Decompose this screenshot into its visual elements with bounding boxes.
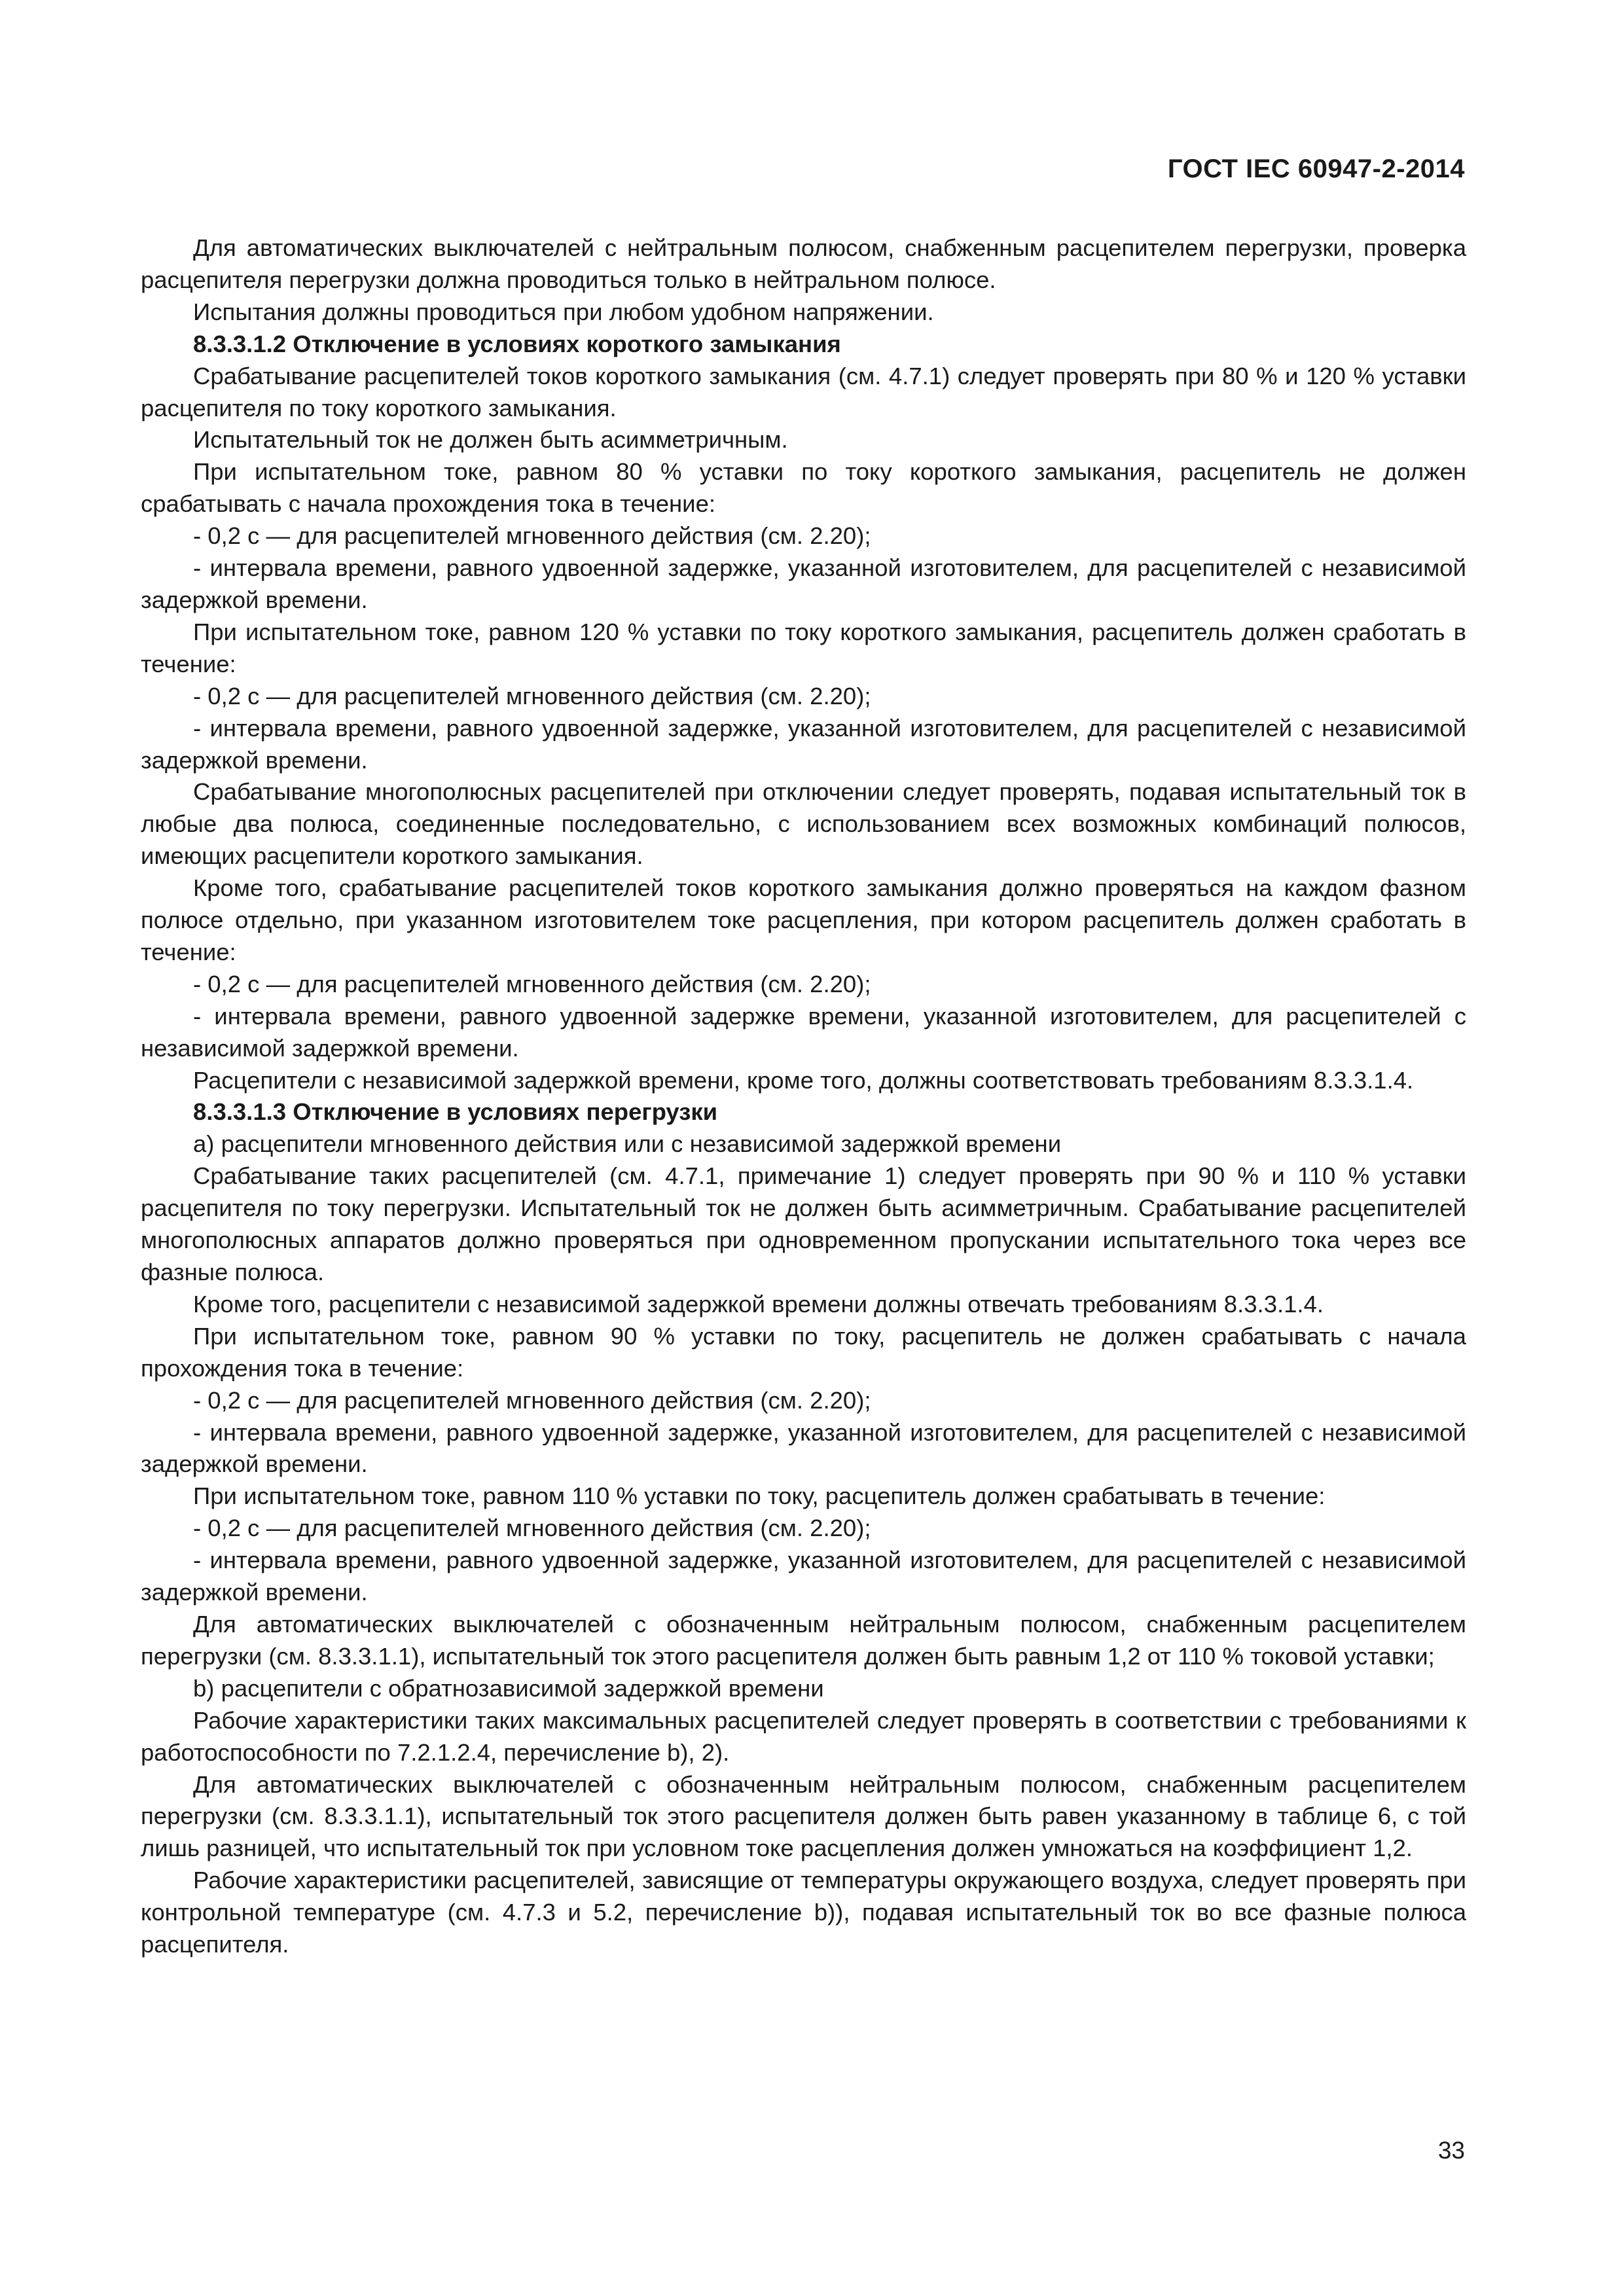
body-paragraph: Срабатывание расцепителей токов короткого замыкания (см. 4.7.1) следует проверять при 80 % и 120 % уставки расцепителя по току короткого замыкания. xyxy=(141,362,1466,422)
document-id-header: ГОСТ IEC 60947-2-2014 xyxy=(1167,154,1465,183)
body-paragraph: Испытательный ток не должен быть асимметричным. xyxy=(193,426,788,454)
body-paragraph: Для автоматических выключателей с обозначенным нейтральным полюсом, снабженным расцепителем перегрузки (см. 8.3.3.1.1), испытательный ток этого расцепителя должен быть равным 1,2 от 110 % токовой уставки; xyxy=(141,1610,1466,1670)
body-paragraph: - 0,2 с — для расцепителей мгновенного действия (см. 2.20); xyxy=(193,1515,871,1542)
body-paragraph: Рабочие характеристики таких максимальных расцепителей следует проверять в соответствии с требованиями к работоспособности по 7.2.1.2.4, перечисление b), 2). xyxy=(141,1706,1466,1766)
body-paragraph: Для автоматических выключателей с нейтральным полюсом, снабженным расцепителем перегрузки, проверка расцепителя перегрузки должна проводиться только в нейтральном полюсе. xyxy=(141,234,1466,293)
body-paragraph: При испытательном токе, равном 110 % уставки по току, расцепитель должен срабатывать в течение: xyxy=(193,1482,1326,1510)
body-paragraph: - 0,2 с — для расцепителей мгновенного действия (см. 2.20); xyxy=(193,682,871,709)
body-paragraph: Срабатывание таких расцепителей (см. 4.7.1, примечание 1) следует проверять при 90 % и 110 % уставки расцепителя по току перегрузки. Испытательный ток не должен быть асимметричным. Срабатывание расцепителей многополюсных аппаратов должно проверяться при одновременном пропускании испытательного тока через все фазные полюса. xyxy=(141,1162,1466,1285)
body-paragraph: Испытания должны проводиться при любом удобном напряжении. xyxy=(193,298,934,325)
body-paragraph: - интервала времени, равного удвоенной задержке, указанной изготовителем, для расцепителей с независимой задержкой времени. xyxy=(141,554,1466,613)
document-body xyxy=(141,232,1466,1961)
body-paragraph: Рабочие характеристики расцепителей, зависящие от температуры окружающего воздуха, следует проверять при контрольной температуре (см. 4.7.3 и 5.2, перечисление b)), подавая испытательный ток во все фазные полюса расцепителя. xyxy=(141,1867,1466,1958)
section-heading: 8.3.3.1.3 Отключение в условиях перегрузки xyxy=(193,1098,718,1126)
body-paragraph: При испытательном токе, равном 120 % уставки по току короткого замыкания, расцепитель должен сработать в течение: xyxy=(141,618,1466,677)
body-paragraph: Кроме того, срабатывание расцепителей токов короткого замыкания должно проверяться на каждом фазном полюсе отдельно, при указанном изготовителем токе расцепления, при котором расцепитель должен сработать в течение: xyxy=(141,874,1466,965)
page-number: 33 xyxy=(1437,2137,1465,2164)
body-paragraph: При испытательном токе, равном 80 % уставки по току короткого замыкания, расцепитель не должен срабатывать с начала прохождения тока в течение: xyxy=(141,458,1466,518)
section-heading: 8.3.3.1.2 Отключение в условиях короткого замыкания xyxy=(193,330,841,357)
body-paragraph: b) расцепители с обратнозависимой задержкой времени xyxy=(193,1674,824,1702)
body-paragraph: Кроме того, расцепители с независимой задержкой времени должны отвечать требованиям 8.3.3.1.4. xyxy=(193,1290,1324,1318)
body-paragraph: - интервала времени, равного удвоенной задержке, указанной изготовителем, для расцепителей с независимой задержкой времени. xyxy=(141,1418,1466,1478)
body-paragraph: a) расцепители мгновенного действия или с независимой задержкой времени xyxy=(193,1130,1062,1158)
body-paragraph: При испытательном токе, равном 90 % уставки по току, расцепитель не должен срабатывать с начала прохождения тока в течение: xyxy=(141,1322,1466,1382)
body-paragraph: Для автоматических выключателей с обозначенным нейтральным полюсом, снабженным расцепителем перегрузки (см. 8.3.3.1.1), испытательный ток этого расцепителя должен быть равен указанному в таблице 6, с той лишь разницей, что испытательный ток при условном токе расцепления должен умножаться на коэффициент 1,2. xyxy=(141,1770,1466,1862)
body-paragraph: - интервала времени, равного удвоенной задержке времени, указанной изготовителем, для расцепителей с независимой задержкой времени. xyxy=(141,1002,1466,1062)
body-paragraph: - 0,2 с — для расцепителей мгновенного действия (см. 2.20); xyxy=(193,970,871,997)
body-paragraph: - 0,2 с — для расцепителей мгновенного действия (см. 2.20); xyxy=(193,1386,871,1414)
body-paragraph: Срабатывание многополюсных расцепителей при отключении следует проверять, подавая испытательный ток в любые два полюса, соединенные последовательно, с использованием всех возможных комбинаций полюсов, имеющих расцепители короткого замыкания. xyxy=(141,778,1466,870)
body-paragraph: Расцепители с независимой задержкой времени, кроме того, должны соответствовать требованиям 8.3.3.1.4. xyxy=(193,1066,1414,1094)
body-paragraph: - интервала времени, равного удвоенной задержке, указанной изготовителем, для расцепителей с независимой задержкой времени. xyxy=(141,1547,1466,1606)
body-paragraph: - интервала времени, равного удвоенной задержке, указанной изготовителем, для расцепителей с независимой задержкой времени. xyxy=(141,714,1466,774)
body-paragraph: - 0,2 с — для расцепителей мгновенного действия (см. 2.20); xyxy=(193,522,871,550)
